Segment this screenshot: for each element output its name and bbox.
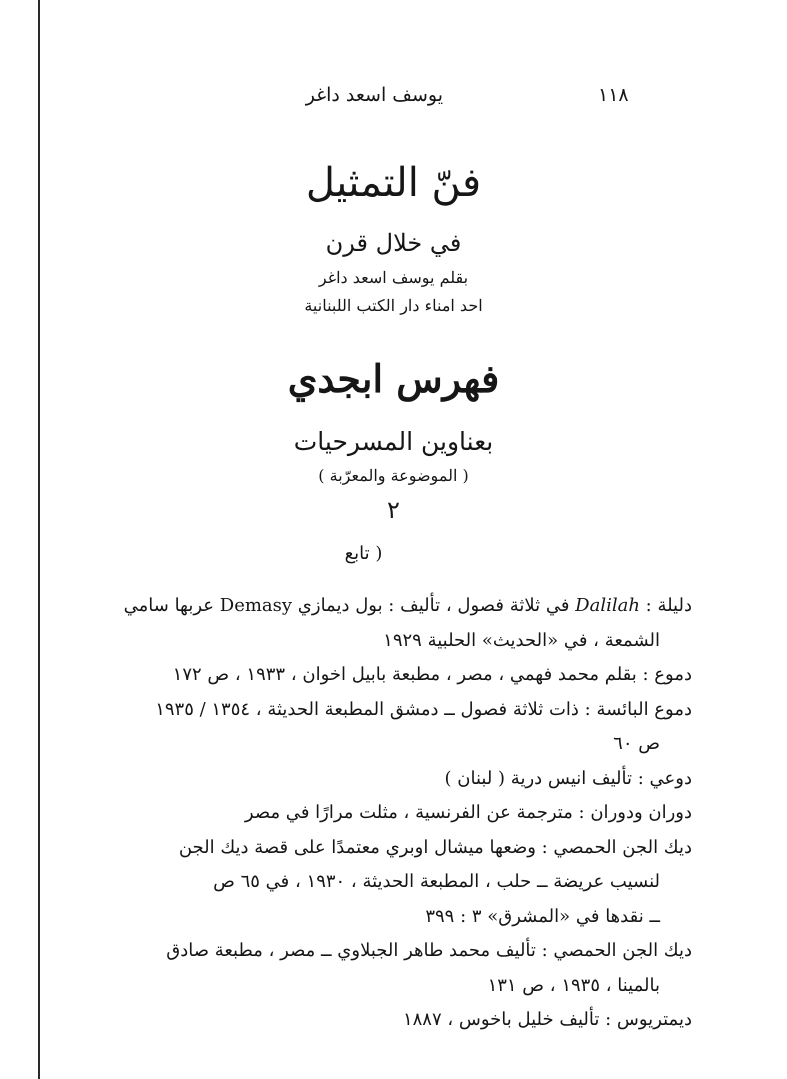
index-note: ( الموضوعة والمعرّبة ) bbox=[318, 466, 469, 485]
index-entry bbox=[92, 589, 692, 658]
entry-first-line: ديمتريوس : تأليف خليل باخوس ، ١٨٨٧ bbox=[402, 1009, 692, 1030]
header-author: يوسف اسعد داغر bbox=[305, 84, 443, 106]
entry-continuation-line: الشمعة ، في «الحديث» الحلبية ١٩٢٩ bbox=[383, 629, 660, 651]
entry-text: دليلة : bbox=[639, 595, 692, 616]
index-entry bbox=[92, 693, 692, 762]
series-subtitle: في خلال قرن bbox=[325, 229, 462, 257]
author-byline: بقلم يوسف اسعد داغر bbox=[318, 268, 469, 287]
series-title: فنّ التمثيل bbox=[305, 160, 482, 206]
index-entry bbox=[92, 1003, 692, 1038]
index-subtitle: بعناوين المسرحيات bbox=[293, 427, 494, 456]
entry-continuation-line: لنسيب عريضة ــ حلب ، المطبعة الحديثة ، ١٩٣٠ ، في ٦٥ ص bbox=[213, 871, 660, 892]
index-entry bbox=[92, 796, 692, 831]
index-entry bbox=[92, 831, 692, 935]
index-entry bbox=[92, 762, 692, 797]
entry-first-line bbox=[92, 589, 692, 624]
entry-first-line: دوران ودوران : مترجمة عن الفرنسية ، مثلت مرارًا في مصر bbox=[244, 802, 692, 823]
entry-first-line: دموع : بقلم محمد فهمي ، مصر ، مطبعة بابيل اخوان ، ١٩٣٣ ، ص ١٧٢ bbox=[172, 664, 692, 685]
index-title: فهرس ابجدي bbox=[287, 356, 500, 401]
entry-first-line: ديك الجن الحمصي : وضعها ميشال اوبري معتمدًا على قصة ديك الجن bbox=[178, 836, 692, 858]
index-entries bbox=[92, 589, 692, 1038]
page-number: ١١٨ bbox=[598, 84, 629, 106]
continued-marker: ( تابع bbox=[344, 543, 383, 564]
entry-first-line: دوعي : تأليف انيس درية ( لبنان ) bbox=[444, 767, 692, 789]
entry-continuation-line: بالمينا ، ١٩٣٥ ، ص ١٣١ bbox=[487, 974, 660, 996]
index-entry bbox=[92, 658, 692, 693]
entry-first-line: دموع البائسة : ذات ثلاثة فصول ــ دمشق المطبعة الحديثة ، ١٣٥٤ / ١٩٣٥ bbox=[155, 698, 692, 720]
author-affiliation: احد امناء دار الكتب اللبنانية bbox=[304, 296, 483, 315]
index-entry bbox=[92, 934, 692, 1003]
running-header bbox=[150, 84, 629, 114]
entry-continuation-line: ص ٦٠ bbox=[613, 733, 660, 754]
part-number: ٢ bbox=[387, 496, 400, 524]
entry-text: في ثلاثة فصول ، تأليف : بول ديمازي Demasy عربها سامي bbox=[123, 595, 576, 616]
entry-first-line: ديك الجن الحمصي : تأليف محمد طاهر الجبلاوي ــ مصر ، مطبعة صادق bbox=[166, 940, 692, 961]
entry-latin-title: Dalilah bbox=[575, 595, 640, 616]
entry-continuation-line: ــ نقدها في «المشرق» ٣ : ٣٩٩ bbox=[425, 905, 660, 927]
